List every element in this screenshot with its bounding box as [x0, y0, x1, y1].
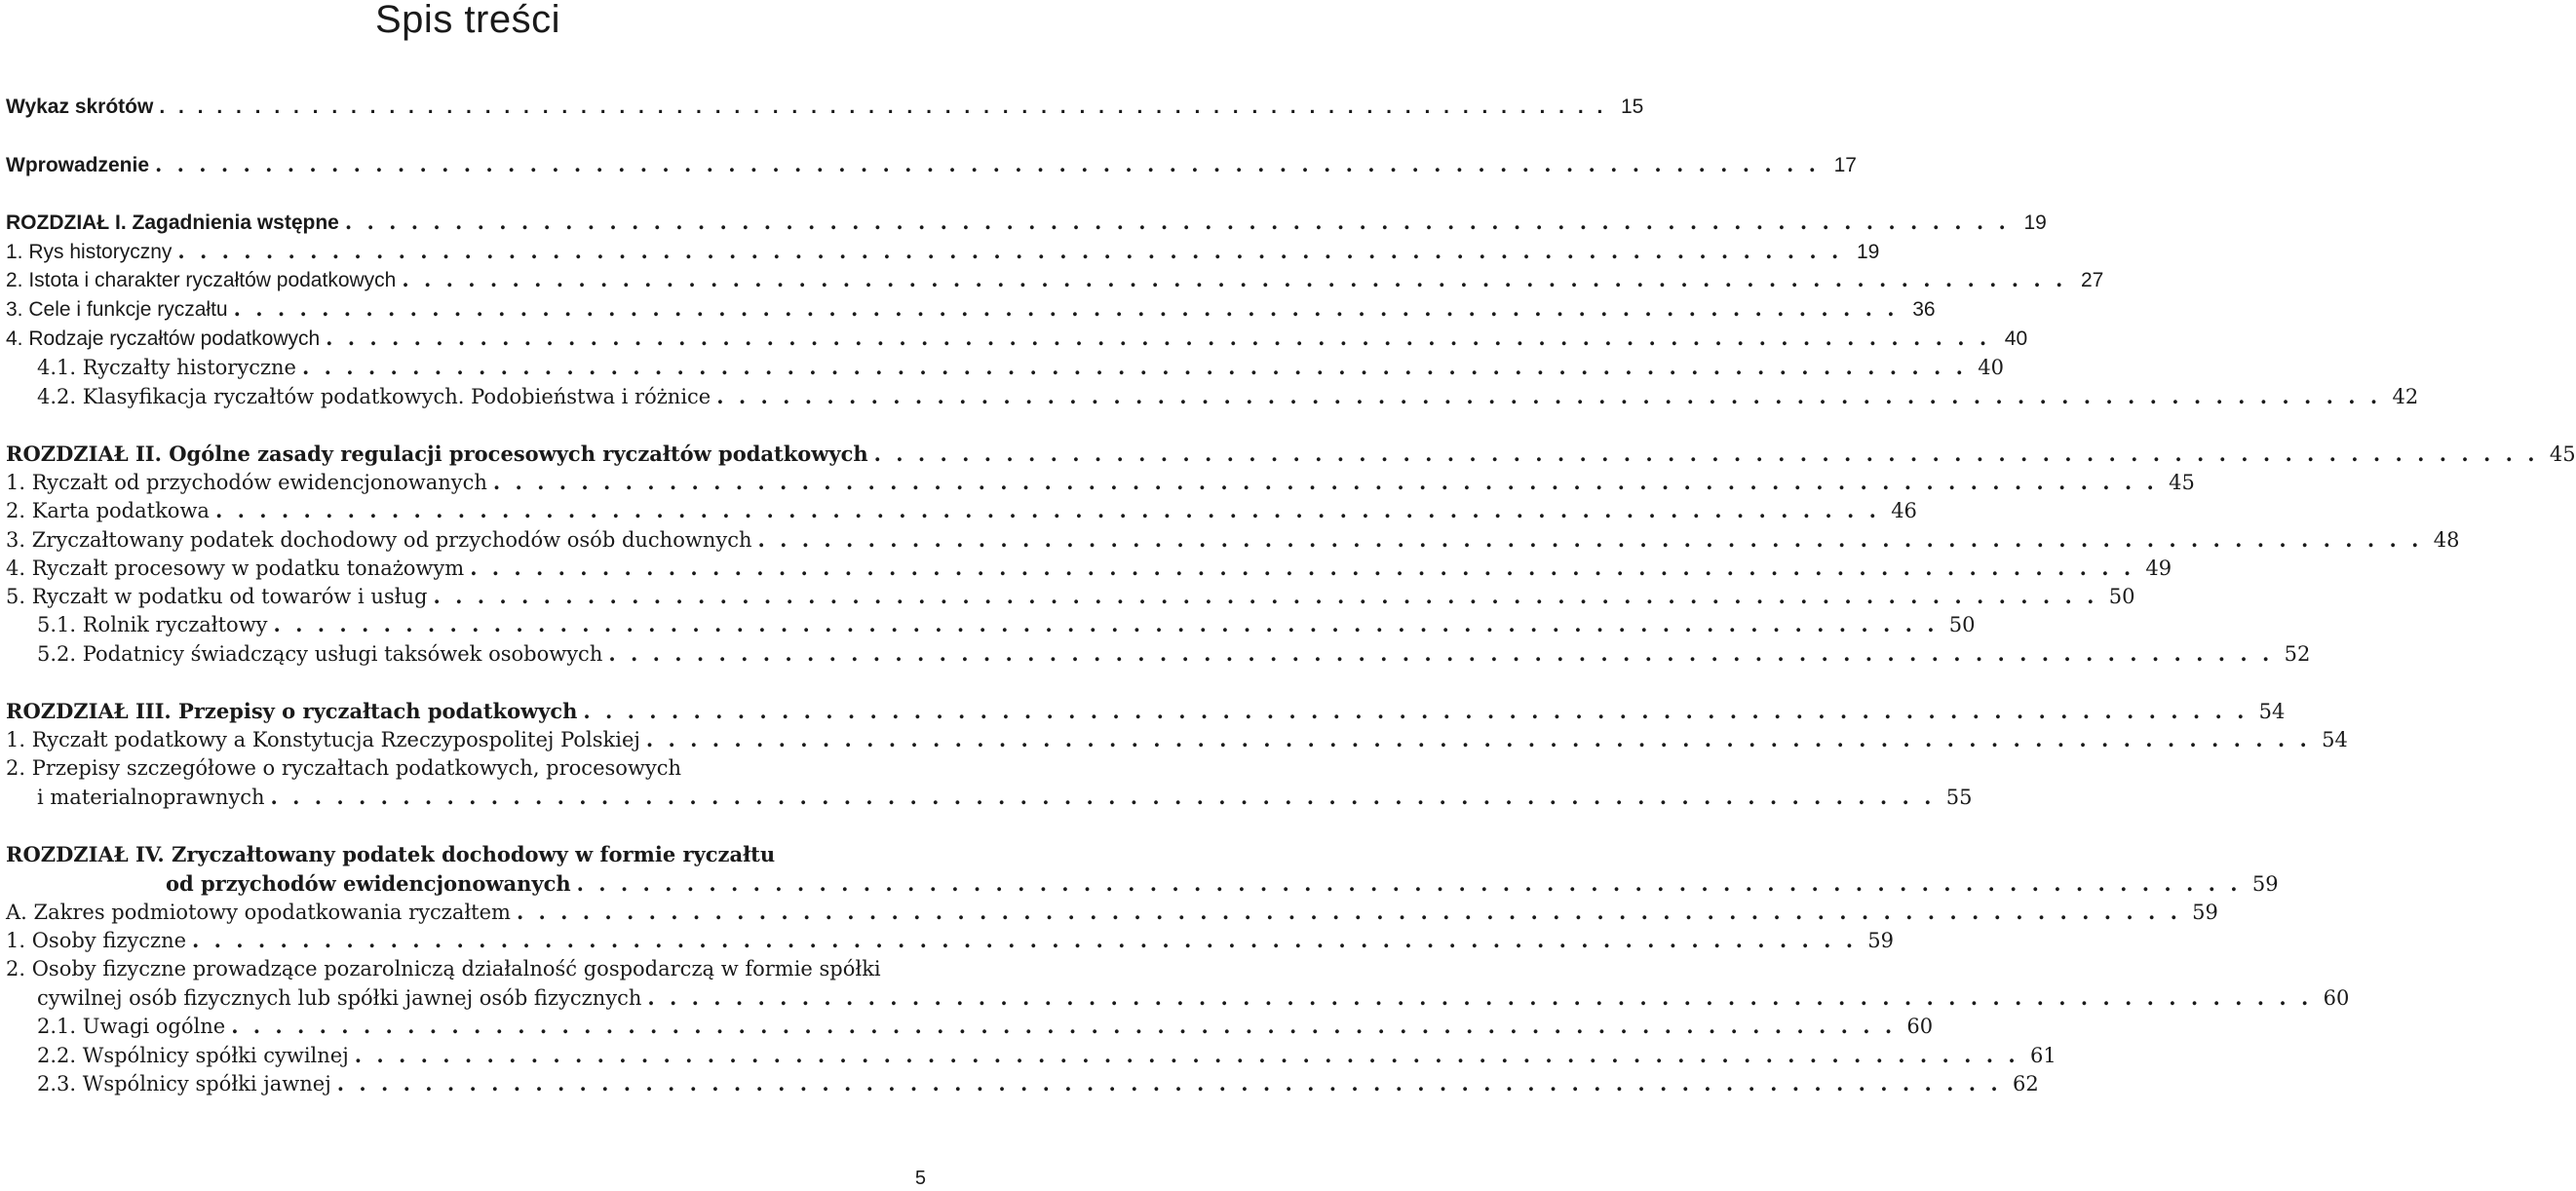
toc-entry-r4-2-3[interactable] [37, 1071, 2039, 1100]
toc-entry-label: 2. Karta podatkowa [6, 499, 210, 522]
page-title: Spis treści [375, 0, 560, 41]
page-number: 5 [914, 1168, 926, 1189]
toc-entry-page: 59 [1867, 929, 1895, 952]
toc-leader-dots: . . . . . . . . . . . . . . . . . . . . . . . . . . . . . . . . . . . . . . . . . . . . . . . . . . . . . . . . . . . . . . . . . . . . . . . . . . . . [645, 727, 2311, 751]
toc-chapter-3[interactable] [6, 699, 2286, 728]
toc-leader-dots: . . . . . . . . . . . . . . . . . . . . . . . . . . . . . . . . . . . . . . . . . . . . . . . . . . . . . . . . . . . . . . . . . . . . . . . . . . . . [336, 1071, 2002, 1095]
toc-entry-r2-2[interactable] [6, 498, 1917, 527]
toc-entry-page: 46 [1891, 499, 1917, 522]
toc-leader-dots: . . . . . . . . . . . . . . . . . . . . . . . . . . . . . . . . . . . . . . . . . . . . . . . . . . . . . . . . . . . . . . . . . . . . . . . . . . . . [492, 470, 2158, 494]
toc-entry-page: 54 [2258, 700, 2286, 723]
toc-entry-page: 61 [2029, 1044, 2057, 1067]
toc-entry-page: 48 [2433, 528, 2460, 552]
toc-entry-label: 1. Ryczałt podatkowy a Konstytucja Rzeczypospolitej Polskiej [6, 728, 640, 751]
toc-entry-label: A. Zakres podmiotowy opodatkowania ryczałtem [6, 901, 511, 924]
toc-entry-label: 2.1. Uwagi ogólne [37, 1015, 226, 1038]
toc-leader-dots: . . . . . . . . . . . . . . . . . . . . . . . . . . . . . . . . . . . . . . . . . . . . . . . . . . . . . . . . . . . . . . . . . . . . . . . . . . . . [326, 326, 1991, 350]
toc-entry-label: cywilnej osób fizycznych lub spółki jawnej osób fizycznych [37, 986, 642, 1010]
toc-entry-page: 45 [2169, 471, 2195, 494]
toc-entry-page: 27 [2080, 269, 2104, 291]
toc-leader-dots: . . . . . . . . . . . . . . . . . . . . . . . . . . . . . . . . . . . . . . . . . . . . . . . . . . . . . . . . . . . . . . . . . . . . . . . . . . . . [716, 384, 2382, 408]
toc-entry-r1-4[interactable] [6, 326, 2028, 355]
toc-entry-page: 50 [2108, 585, 2135, 608]
toc-leader-dots: . . . . . . . . . . . . . . . . . . . . . . . . . . . . . . . . . . . . . . . . . . . . . . . . . . . . . . . . . . . . . . . . . . . . . . . . . . . . [344, 210, 2010, 234]
toc-entry-page: 52 [2284, 642, 2311, 666]
toc-leader-dots: . . . . . . . . . . . . . . . . . . . . . . . . . . . . . . . . . . . . . . . . . . . . . . . . . . . . . . . . . . . . . . . . . . . . . . . . . . . . [159, 96, 1607, 118]
toc-entry-page: 17 [1833, 154, 1857, 176]
toc-entry-r1-4-1[interactable] [37, 355, 2004, 384]
toc-entry-label: 1. Rys historyczny [6, 241, 173, 263]
toc-leader-dots: . . . . . . . . . . . . . . . . . . . . . . . . . . . . . . . . . . . . . . . . . . . . . . . . . . . . . . . . . . . . . . . . . . . . . . . . . . . . [470, 556, 2135, 580]
toc-entry-label: ROZDZIAŁ I. Zagadnienia wstępne [6, 211, 339, 234]
toc-chapter-2[interactable] [6, 442, 2576, 471]
toc-entry-label: 1. Osoby fizyczne [6, 929, 187, 952]
toc-entry-label: 2. Istota i charakter ryczałtów podatkowych [6, 269, 397, 291]
toc-leader-dots: . . . . . . . . . . . . . . . . . . . . . . . . . . . . . . . . . . . . . . . . . . . . . . . . . . . . . . . . . . . . . . . . . . . . . . . . . . . . [516, 900, 2181, 924]
toc-entry-page: 19 [1857, 241, 1880, 263]
toc-entry-page: 59 [2192, 901, 2218, 924]
toc-entry-r4-2-1[interactable] [37, 1014, 1934, 1043]
toc-entry-r4-2-2[interactable] [37, 1043, 2057, 1072]
toc-leader-dots: . . . . . . . . . . . . . . . . . . . . . . . . . . . . . . . . . . . . . . . . . . . . . . . . . . . . . . . . . . . . . . . . . . . . . . . . . . . . [301, 355, 1967, 379]
toc-entry-r1-4-2[interactable] [37, 384, 2419, 413]
toc-entry-label: 4.2. Klasyfikacja ryczałtów podatkowych. Podobieństwa i różnice [37, 385, 711, 408]
toc-entry-r2-5-1[interactable] [37, 612, 1976, 641]
toc-leader-dots: . . . . . . . . . . . . . . . . . . . . . . . . . . . . . . . . . . . . . . . . . . . . . . . . . . . . . . . . . . . . . . . . . . . . . . . . . . . . [433, 584, 2098, 608]
toc-entry-label: ROZDZIAŁ III. Przepisy o ryczałtach podatkowych [6, 699, 578, 723]
toc-entry-label: Wprowadzenie [6, 154, 150, 176]
toc-leader-dots: . . . . . . . . . . . . . . . . . . . . . . . . . . . . . . . . . . . . . . . . . . . . . . . . . . . . . . . . . . . . . . . . . . . . . . . . . . . . [214, 498, 1880, 522]
toc-entry-label: 3. Zryczałtowany podatek dochodowy od przychodów osób duchownych [6, 528, 752, 552]
toc-entry-label: Wykaz skrótów [6, 96, 154, 118]
toc-entry-page: 55 [1945, 786, 1973, 809]
toc-entry-r2-5[interactable] [6, 584, 2135, 613]
toc-entry-wprowadzenie[interactable] [6, 152, 1857, 181]
toc-leader-dots: . . . . . . . . . . . . . . . . . . . . . . . . . . . . . . . . . . . . . . . . . . . . . . . . . . . . . . . . . . . . . . . . . . . . . . . . . . . . [402, 267, 2067, 291]
toc-entry-label: 4.1. Ryczałty historyczne [37, 356, 296, 379]
toc-entry-page: 60 [2323, 986, 2350, 1010]
toc-chapter-4-line1[interactable]: ROZDZIAŁ IV. Zryczałtowany podatek dochodowy w formie ryczałtu [6, 842, 776, 866]
toc-entry-r4-2[interactable] [37, 985, 2350, 1015]
toc-entry-r3-1[interactable] [6, 727, 2348, 756]
toc-entry-r4-a[interactable] [6, 900, 2218, 929]
toc-entry-page: 40 [2004, 327, 2028, 350]
toc-entry-page: 62 [2012, 1072, 2039, 1095]
toc-entry-label: 4. Rodzaje ryczałtów podatkowych [6, 327, 321, 350]
toc-entry-label: 5.1. Rolnik ryczałtowy [37, 613, 268, 636]
toc-entry-wykaz[interactable] [6, 96, 1644, 125]
toc-entry-label: 3. Cele i funkcje ryczałtu [6, 298, 228, 321]
toc-entry-page: 49 [2145, 557, 2172, 580]
toc-entry-page: 42 [2392, 385, 2419, 408]
toc-chapter-4[interactable] [166, 871, 2279, 901]
toc-entry-page: 60 [1906, 1015, 1934, 1038]
toc-entry-r2-3[interactable] [6, 527, 2460, 557]
toc-entry-r4-1[interactable] [6, 928, 1895, 957]
toc-leader-dots: . . . . . . . . . . . . . . . . . . . . . . . . . . . . . . . . . . . . . . . . . . . . . . . . . . . . . . . . . . . . . . . . . . . . . . . . . . . . [576, 871, 2242, 896]
toc-entry-label: 4. Ryczałt procesowy w podatku tonażowym [6, 557, 465, 580]
toc-leader-dots: . . . . . . . . . . . . . . . . . . . . . . . . . . . . . . . . . . . . . . . . . . . . . . . . . . . . . . . . . . . . . . . . . . . . . . . . . . . . [647, 985, 2313, 1010]
toc-entry-page: 15 [1620, 96, 1644, 118]
toc-leader-dots: . . . . . . . . . . . . . . . . . . . . . . . . . . . . . . . . . . . . . . . . . . . . . . . . . . . . . . . . . . . . . . . . . . . . . . . . . . . . [231, 1014, 1897, 1038]
toc-leader-dots: . . . . . . . . . . . . . . . . . . . . . . . . . . . . . . . . . . . . . . . . . . . . . . . . . . . . . . . . . . . . . . . . . . . . . . . . . . . . [873, 442, 2539, 466]
toc-entry-label: od przychodów ewidencjonowanych [166, 871, 571, 896]
toc-entry-r1-1[interactable] [6, 239, 1880, 268]
toc-entry-r4-2-line1[interactable]: 2. Osoby fizyczne prowadzące pozarolniczą działalność gospodarczą w formie spółki [6, 957, 881, 980]
toc-entry-r1-3[interactable] [6, 296, 1936, 326]
toc-entry-label: 2.3. Wspólnicy spółki jawnej [37, 1072, 331, 1095]
toc-chapter-1[interactable] [6, 210, 2047, 239]
toc-entry-r2-4[interactable] [6, 556, 2172, 585]
toc-leader-dots: . . . . . . . . . . . . . . . . . . . . . . . . . . . . . . . . . . . . . . . . . . . . . . . . . . . . . . . . . . . . . . . . . . . . . . . . . . . . [354, 1043, 2019, 1067]
toc-entry-page: 54 [2322, 728, 2348, 751]
toc-entry-page: 36 [1912, 298, 1936, 321]
toc-leader-dots: . . . . . . . . . . . . . . . . . . . . . . . . . . . . . . . . . . . . . . . . . . . . . . . . . . . . . . . . . . . . . . . . . . . . . . . . . . . . [583, 699, 2249, 723]
toc-leader-dots: . . . . . . . . . . . . . . . . . . . . . . . . . . . . . . . . . . . . . . . . . . . . . . . . . . . . . . . . . . . . . . . . . . . . . . . . . . . . [608, 641, 2274, 666]
toc-entry-page: 45 [2549, 442, 2576, 466]
toc-entry-r3-2-line1[interactable]: 2. Przepisy szczegółowe o ryczałtach podatkowych, procesowych [6, 756, 682, 780]
toc-leader-dots: . . . . . . . . . . . . . . . . . . . . . . . . . . . . . . . . . . . . . . . . . . . . . . . . . . . . . . . . . . . . . . . . . . . . . . . . . . . . [233, 296, 1899, 321]
toc-leader-dots: . . . . . . . . . . . . . . . . . . . . . . . . . . . . . . . . . . . . . . . . . . . . . . . . . . . . . . . . . . . . . . . . . . . . . . . . . . . . [273, 612, 1939, 636]
toc-leader-dots: . . . . . . . . . . . . . . . . . . . . . . . . . . . . . . . . . . . . . . . . . . . . . . . . . . . . . . . . . . . . . . . . . . . . . . . . . . . . [192, 928, 1858, 952]
toc-entry-label: i materialnoprawnych [37, 786, 265, 809]
toc-entry-r2-5-2[interactable] [37, 641, 2311, 671]
toc-entry-page: 40 [1978, 356, 2004, 379]
toc-entry-label: 1. Ryczałt od przychodów ewidencjonowanych [6, 471, 487, 494]
toc-entry-label: 2.2. Wspólnicy spółki cywilnej [37, 1044, 349, 1067]
toc-entry-page: 59 [2251, 872, 2279, 896]
toc-entry-r3-2[interactable] [37, 785, 1973, 814]
toc-leader-dots: . . . . . . . . . . . . . . . . . . . . . . . . . . . . . . . . . . . . . . . . . . . . . . . . . . . . . . . . . . . . . . . . . . . . . . . . . . . . [155, 152, 1820, 176]
toc-leader-dots: . . . . . . . . . . . . . . . . . . . . . . . . . . . . . . . . . . . . . . . . . . . . . . . . . . . . . . . . . . . . . . . . . . . . . . . . . . . . [757, 527, 2423, 552]
toc-leader-dots: . . . . . . . . . . . . . . . . . . . . . . . . . . . . . . . . . . . . . . . . . . . . . . . . . . . . . . . . . . . . . . . . . . . . . . . . . . . . [270, 785, 1936, 809]
toc-entry-page: 19 [2023, 211, 2047, 234]
toc-entry-label: ROZDZIAŁ II. Ogólne zasady regulacji procesowych ryczałtów podatkowych [6, 442, 868, 466]
toc-entry-page: 50 [1948, 613, 1976, 636]
toc-entry-label: 5. Ryczałt w podatku od towarów i usług [6, 585, 428, 608]
toc-leader-dots: . . . . . . . . . . . . . . . . . . . . . . . . . . . . . . . . . . . . . . . . . . . . . . . . . . . . . . . . . . . . . . . . . . . . . . . . . . . . [177, 239, 1843, 263]
toc-entry-label: 5.2. Podatnicy świadczący usługi taksówek osobowych [37, 642, 603, 666]
toc-entry-r2-1[interactable] [6, 470, 2195, 499]
toc-entry-r1-2[interactable] [6, 267, 2104, 296]
